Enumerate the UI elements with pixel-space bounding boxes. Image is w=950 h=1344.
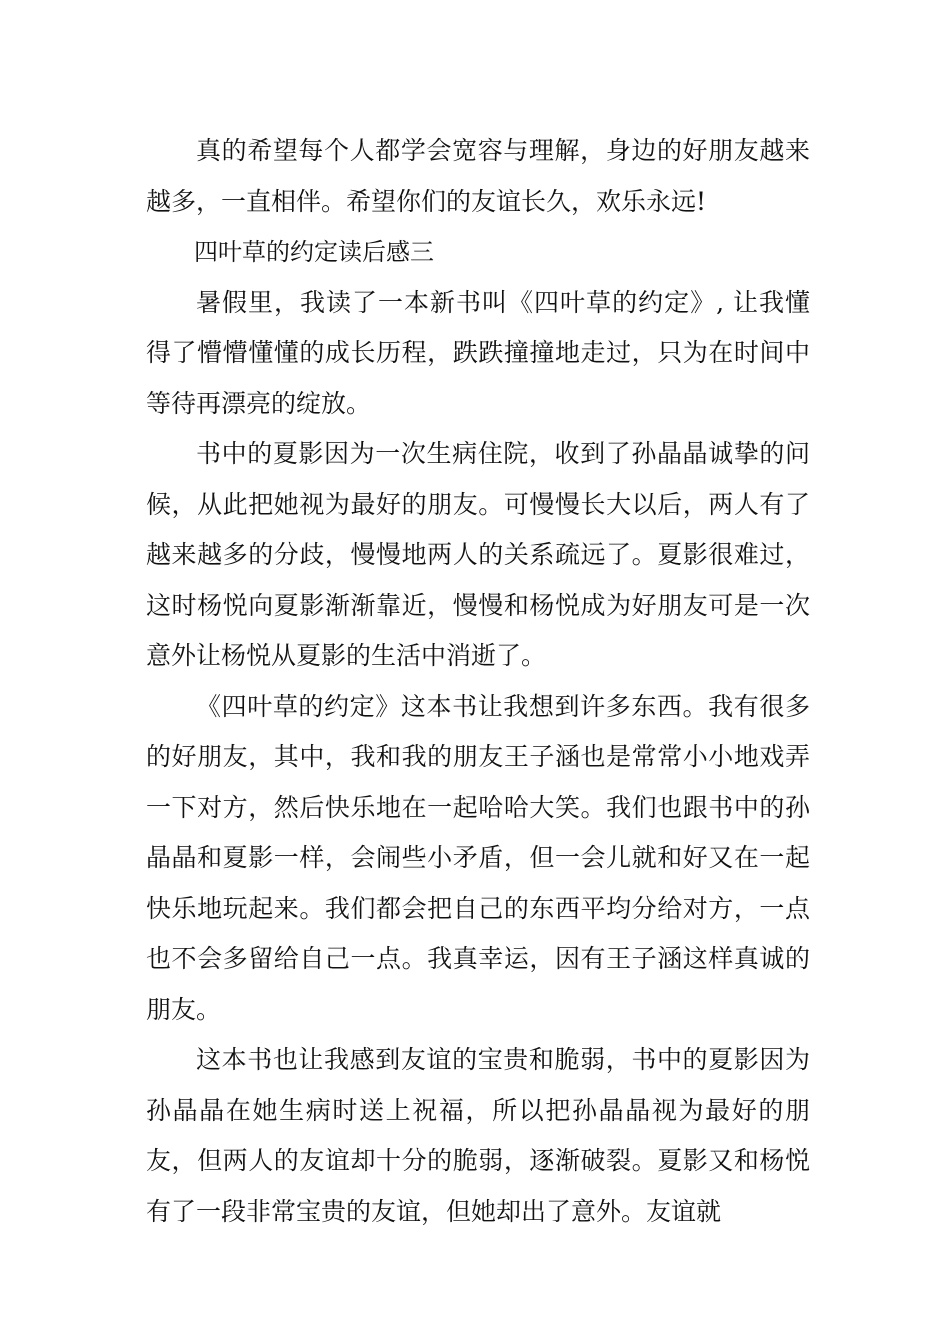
paragraph-summer-reading: 暑假里，我读了一本新书叫《四叶草的约定》, 让我懂得了懵懵懂懂的成长历程，跌跌撞撞地走过，只为在时间中等待再漂亮的绽放。	[146, 287, 810, 418]
paragraph-friendship-value: 这本书也让我感到友谊的宝贵和脆弱，书中的夏影因为孙晶晶在她生病时送上祝福，所以把孙晶晶视为最好的朋友，但两人的友谊却十分的脆弱，逐渐破裂。夏影又和杨悦有了一段非常宝贵的友谊，但她却出了意外。友谊就	[146, 1045, 810, 1226]
paragraph-wish: 真的希望每个人都学会宽容与理解，身边的好朋友越来越多，一直相伴。希望你们的友谊长久，欢乐永远!	[146, 136, 810, 216]
document-body	[146, 126, 810, 1237]
section-heading: 四叶草的约定读后感三	[194, 238, 434, 266]
paragraph-story-summary: 书中的夏影因为一次生病住院，收到了孙晶晶诚挚的问候，从此把她视为最好的朋友。可慢慢长大以后，两人有了越来越多的分歧，慢慢地两人的关系疏远了。夏影很难过，这时杨悦向夏影渐渐靠近，慢慢和杨悦成为好朋友可是一次意外让杨悦从夏影的生活中消逝了。	[146, 439, 810, 670]
paragraph-personal-reflection: 《四叶草的约定》这本书让我想到许多东西。我有很多的好朋友，其中，我和我的朋友王子涵也是常常小小地戏弄一下对方，然后快乐地在一起哈哈大笑。我们也跟书中的孙晶晶和夏影一样，会闹些小矛盾，但一会儿就和好又在一起快乐地玩起来。我们都会把自己的东西平均分给对方，一点也不会多留给自己一点。我真幸运，因有王子涵这样真诚的朋友。	[146, 691, 810, 1024]
